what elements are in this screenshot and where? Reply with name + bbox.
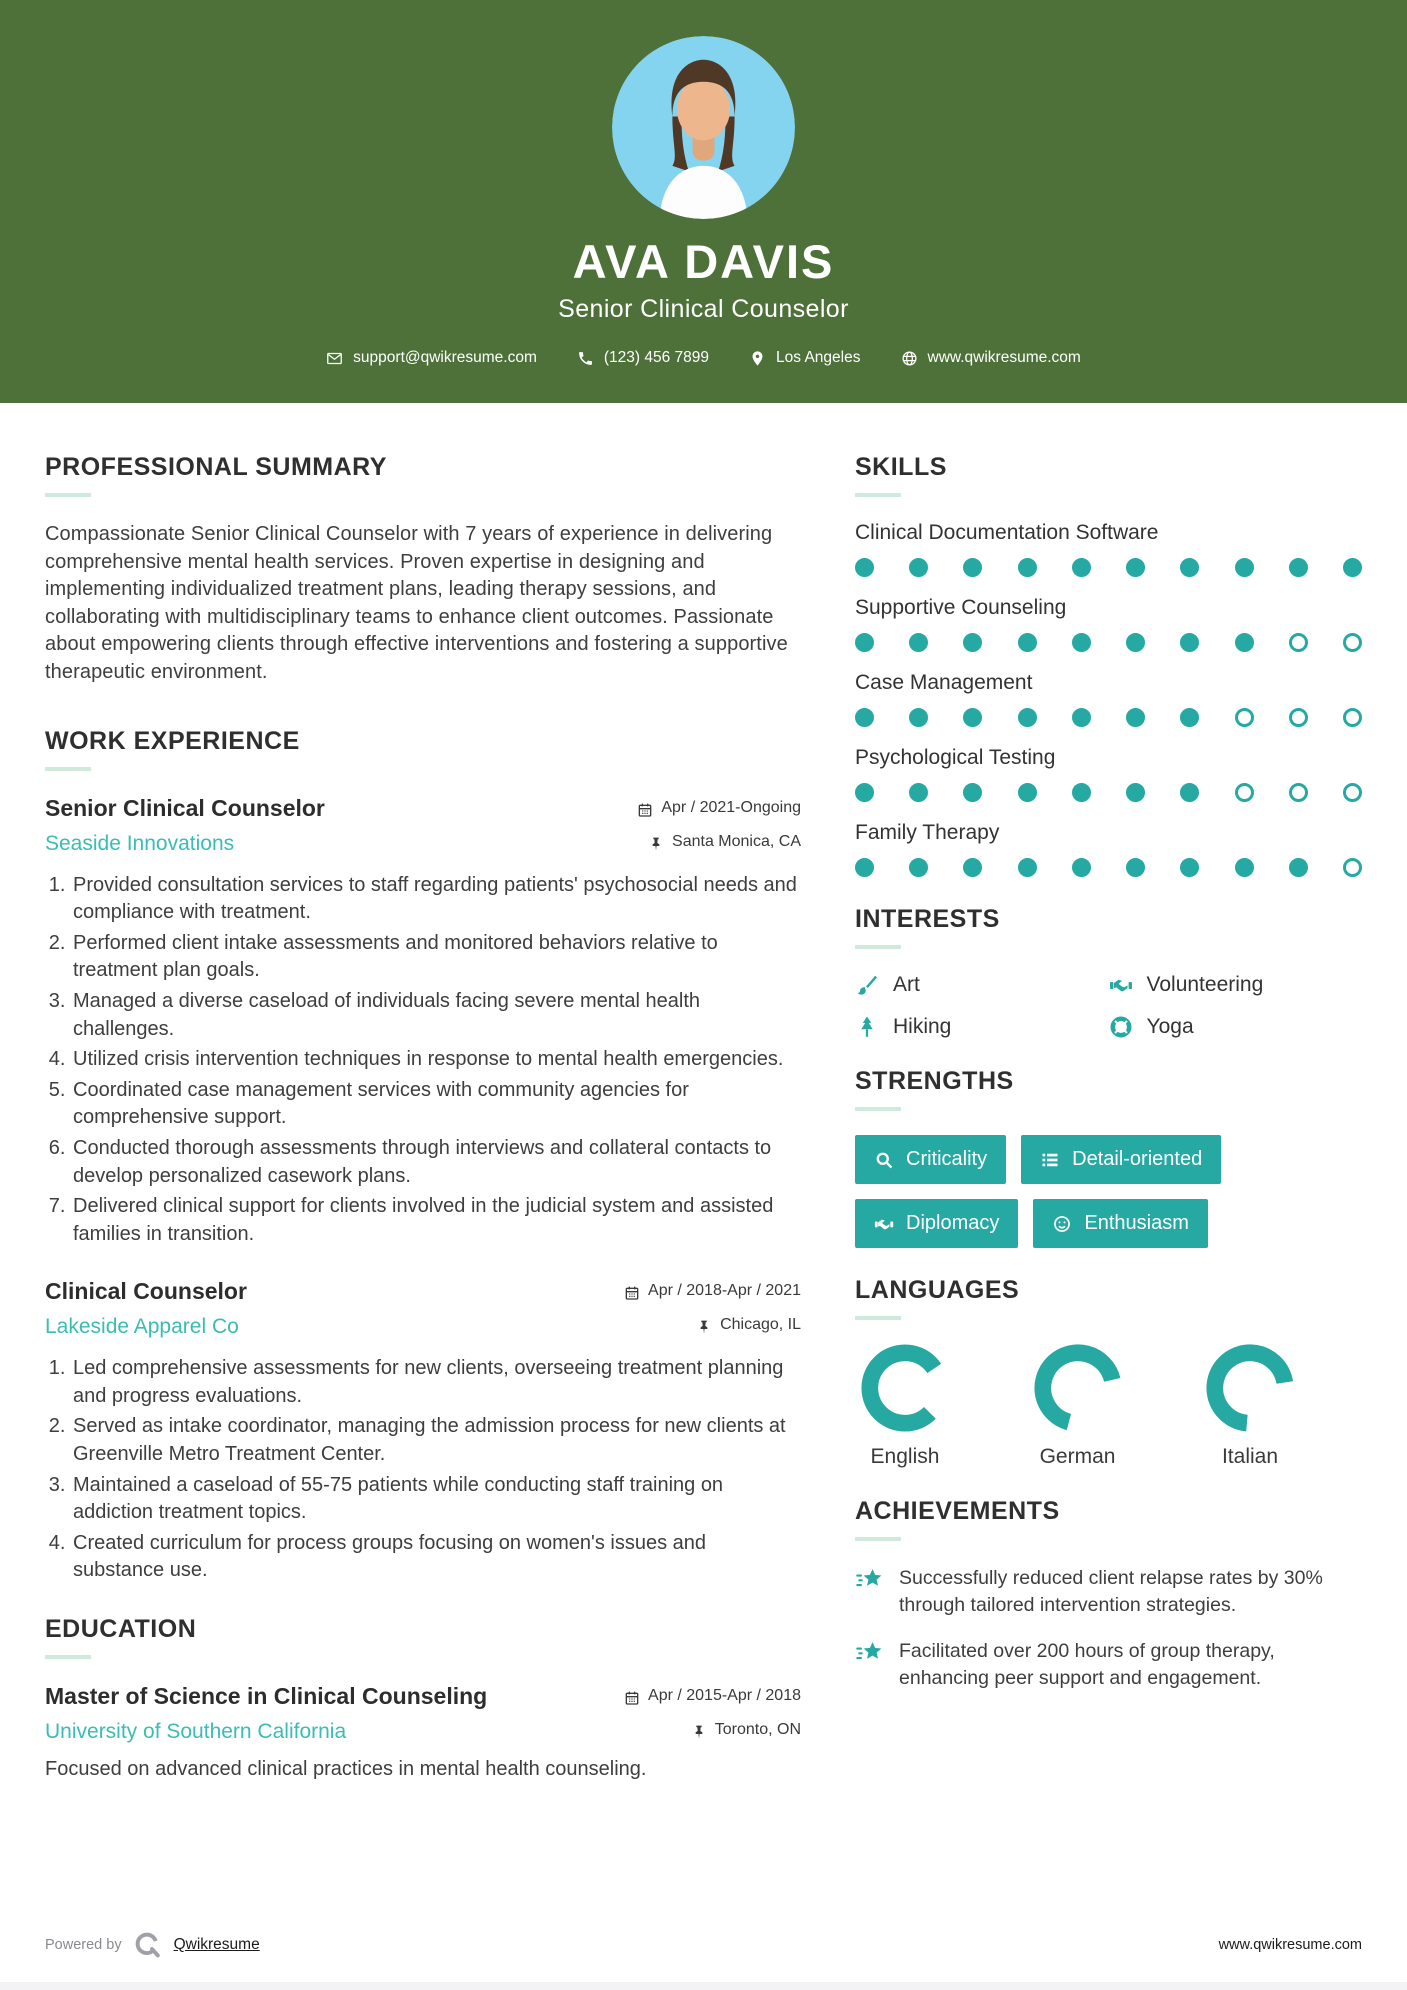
footer-site-url[interactable]: www.qwikresume.com (1218, 1937, 1362, 1953)
paintbrush-icon (855, 973, 879, 997)
rating-dot-empty (1289, 708, 1308, 727)
job-entry (45, 1278, 801, 1585)
language-gauge (1200, 1344, 1300, 1432)
bullet-item: 6. Conducted thorough assessments through interviews and collateral contacts to develop personalized casework plans. (71, 1135, 801, 1190)
rating-dot-filled (1018, 708, 1037, 727)
interest-item (1109, 973, 1363, 997)
languages-row (855, 1344, 1300, 1469)
section-work-experience (45, 727, 801, 1585)
skill-rating (855, 783, 1362, 802)
handshake-icon (1109, 973, 1133, 997)
header (0, 0, 1407, 403)
section-underline (855, 1537, 901, 1541)
phone-icon (577, 350, 594, 367)
section-achievements (855, 1497, 1362, 1691)
list-icon (1040, 1150, 1060, 1170)
strength-label: Diplomacy (906, 1212, 1000, 1234)
section-underline (855, 1316, 901, 1320)
job-date-text: Apr / 2021-Ongoing (661, 798, 801, 816)
job-location (696, 1316, 801, 1334)
education-location-text: Toronto, ON (714, 1721, 801, 1739)
rating-dot-filled (1343, 558, 1362, 577)
pushpin-icon (696, 1319, 712, 1335)
school-name: University of Southern California (45, 1720, 347, 1744)
skill-label: Case Management (855, 671, 1033, 694)
rating-dot-filled (855, 558, 874, 577)
rating-dot-empty (1343, 783, 1362, 802)
contact-location-text: Los Angeles (776, 349, 861, 366)
skill-item (855, 746, 1362, 802)
bullet-item: 2. Performed client intake assessments and monitored behaviors relative to treatment plan goals. (71, 930, 801, 985)
rating-dot-empty (1235, 783, 1254, 802)
bullet-item: 5. Coordinated case management services with community agencies for comprehensive support. (71, 1077, 801, 1132)
bullet-item: 2. Served as intake coordinator, managing the admission process for new clients at Greenville Metro Treatment Center. (71, 1413, 801, 1468)
job-date (637, 799, 801, 817)
bullet-item: 4. Utilized crisis intervention techniques in response to mental health emergencies. (71, 1046, 801, 1074)
calendar-icon (624, 1285, 640, 1301)
skill-item (855, 521, 1362, 577)
person-name: AVA DAVIS (572, 235, 835, 288)
rating-dot-filled (909, 558, 928, 577)
strength-chip (1021, 1135, 1221, 1184)
pushpin-icon (648, 836, 664, 852)
contact-phone (577, 349, 709, 367)
bullet-item: 3. Maintained a caseload of 55-75 patients while conducting staff training on addiction treatment topics. (71, 1472, 801, 1527)
profile-photo (612, 36, 795, 219)
rating-dot-empty (1343, 633, 1362, 652)
rating-dot-filled (855, 633, 874, 652)
pine-tree-icon (855, 1015, 879, 1039)
bullet-item: 4. Created curriculum for process groups focusing on women's issues and substance use. (71, 1530, 801, 1585)
rating-dot-filled (855, 783, 874, 802)
section-heading: WORK EXPERIENCE (45, 726, 300, 755)
shooting-star-icon (855, 1566, 885, 1596)
rating-dot-empty (1289, 783, 1308, 802)
skill-item (855, 671, 1362, 727)
rating-dot-filled (1072, 558, 1091, 577)
skill-item (855, 596, 1362, 652)
bullet-item: 1. Led comprehensive assessments for new clients, overseeing treatment planning and progress evaluations. (71, 1355, 801, 1410)
job-location (648, 833, 801, 851)
rating-dot-filled (1018, 633, 1037, 652)
rating-dot-filled (1018, 558, 1037, 577)
language-label: Italian (1221, 1445, 1279, 1468)
section-underline (45, 1655, 91, 1659)
pushpin-icon (691, 1724, 707, 1740)
strength-label: Enthusiasm (1084, 1212, 1189, 1234)
rating-dot-filled (1072, 783, 1091, 802)
qwikresume-link[interactable]: Qwikresume (173, 1936, 260, 1953)
contact-website-text: www.qwikresume.com (927, 349, 1081, 366)
envelope-icon (326, 350, 343, 367)
rating-dot-filled (1289, 858, 1308, 877)
contact-email[interactable] (326, 349, 537, 367)
contact-website[interactable] (901, 349, 1081, 367)
section-underline (855, 945, 901, 949)
section-heading: INTERESTS (855, 905, 1000, 933)
rating-dot-filled (963, 558, 982, 577)
person-job-title: Senior Clinical Counselor (558, 295, 849, 323)
smiley-icon (1052, 1214, 1072, 1234)
job-title: Senior Clinical Counselor (45, 794, 325, 821)
job-title: Clinical Counselor (45, 1278, 247, 1305)
interest-item (855, 973, 1109, 997)
calendar-icon (624, 1690, 640, 1706)
powered-by-text: Powered by (45, 1937, 122, 1953)
rating-dot-filled (1180, 783, 1199, 802)
strength-chip (1033, 1199, 1208, 1248)
achievement-text: Successfully reduced client relapse rates by 30% through tailored intervention strategies. (899, 1567, 1323, 1616)
section-heading: EDUCATION (45, 1615, 197, 1644)
shooting-star-icon (855, 1639, 885, 1669)
interests-grid (855, 973, 1362, 1039)
job-company: Seaside Innovations (45, 831, 235, 855)
job-location-text: Chicago, IL (720, 1316, 801, 1334)
language-gauge (1028, 1344, 1128, 1432)
rating-dot-filled (1072, 858, 1091, 877)
contact-phone-text: (123) 456 7899 (603, 349, 710, 366)
rating-dot-filled (1018, 783, 1037, 802)
job-date (624, 1282, 801, 1300)
rating-dot-filled (1235, 558, 1254, 577)
interest-label: Yoga (1146, 1015, 1194, 1038)
achievement-text: Facilitated over 200 hours of group therapy, enhancing peer support and engagement. (899, 1640, 1275, 1689)
section-heading: PROFESSIONAL SUMMARY (45, 453, 387, 481)
rating-dot-filled (1072, 633, 1091, 652)
skill-label: Psychological Testing (855, 746, 1056, 769)
job-bullets (45, 872, 801, 1249)
degree-title: Master of Science in Clinical Counseling (45, 1683, 488, 1710)
rating-dot-filled (1180, 558, 1199, 577)
interest-label: Art (893, 973, 920, 996)
left-column (45, 453, 801, 1930)
strength-label: Detail-oriented (1072, 1148, 1203, 1170)
bullet-item: 7. Delivered clinical support for clients involved in the judicial system and assisted families in transition. (71, 1193, 801, 1248)
rating-dot-filled (909, 708, 928, 727)
rating-dot-filled (1289, 558, 1308, 577)
interest-item (855, 1015, 1109, 1039)
job-location-text: Santa Monica, CA (672, 832, 801, 850)
globe-icon (901, 350, 918, 367)
section-languages (855, 1276, 1362, 1469)
job-date-text: Apr / 2018-Apr / 2021 (648, 1282, 801, 1300)
qwikresume-logo-icon (133, 1930, 163, 1960)
rating-dot-filled (1126, 633, 1145, 652)
section-education (45, 1615, 801, 1781)
handshake-icon (874, 1214, 894, 1234)
skill-label: Family Therapy (855, 821, 1000, 844)
language-item (855, 1344, 955, 1469)
section-skills (855, 453, 1362, 877)
rating-dot-filled (1072, 708, 1091, 727)
rating-dot-empty (1343, 708, 1362, 727)
skill-label: Clinical Documentation Software (855, 521, 1159, 544)
rating-dot-empty (1289, 633, 1308, 652)
job-company: Lakeside Apparel Co (45, 1315, 239, 1339)
bottom-strip (0, 1982, 1407, 1990)
skill-rating (855, 558, 1362, 577)
rating-dot-filled (1180, 633, 1199, 652)
rating-dot-filled (855, 708, 874, 727)
rating-dot-filled (963, 858, 982, 877)
strength-label: Criticality (906, 1148, 988, 1170)
education-date-text: Apr / 2015-Apr / 2018 (648, 1687, 801, 1705)
section-interests (855, 905, 1362, 1039)
strength-chip (855, 1199, 1018, 1248)
contact-location (749, 349, 860, 367)
magnifier-icon (874, 1150, 894, 1170)
skill-item (855, 821, 1362, 877)
section-heading: SKILLS (855, 453, 947, 481)
section-underline (45, 767, 91, 771)
rating-dot-filled (909, 858, 928, 877)
language-item (1200, 1344, 1300, 1469)
education-note: Focused on advanced clinical practices in mental health counseling. (45, 1758, 647, 1781)
achievement-item (855, 1638, 1362, 1691)
job-entry (45, 795, 801, 1249)
map-pin-icon (749, 350, 766, 367)
rating-dot-filled (1018, 858, 1037, 877)
rating-dot-filled (1126, 708, 1145, 727)
language-label: German (1039, 1445, 1116, 1468)
rating-dot-filled (1126, 558, 1145, 577)
avatar-illustration (612, 36, 795, 219)
skill-rating (855, 708, 1362, 727)
job-bullets (45, 1355, 801, 1585)
summary-text: Compassionate Senior Clinical Counselor with 7 years of experience in delivering comprehensive mental health services. Proven expertise in designing and implementing individualized treatment plans, leading therapy sessions, and collaborating with multidisciplinary teams to enhance client outcomes. Passionate about empowering clients through effective interventions and fostering a supportive therapeutic environment. (45, 523, 788, 683)
right-column (855, 453, 1362, 1930)
powered-by (45, 1930, 260, 1960)
section-heading: STRENGTHS (855, 1067, 1014, 1095)
rating-dot-filled (1180, 858, 1199, 877)
achievement-item (855, 1565, 1362, 1618)
skill-rating (855, 633, 1362, 652)
contact-email-text: support@qwikresume.com (353, 349, 537, 366)
rating-dot-filled (963, 783, 982, 802)
rating-dot-empty (1343, 858, 1362, 877)
interest-label: Volunteering (1146, 973, 1264, 996)
section-strengths (855, 1067, 1362, 1248)
education-date (624, 1687, 801, 1705)
bullet-item: 3. Managed a diverse caseload of individuals facing severe mental health challenges. (71, 988, 801, 1043)
footer (0, 1930, 1407, 1982)
rating-dot-filled (1126, 858, 1145, 877)
rating-dot-empty (1235, 708, 1254, 727)
section-underline (855, 1107, 901, 1111)
rating-dot-filled (963, 708, 982, 727)
strength-chips (855, 1135, 1362, 1248)
contact-bar (0, 349, 1407, 367)
calendar-icon (637, 802, 653, 818)
rating-dot-filled (963, 633, 982, 652)
section-underline (855, 493, 901, 497)
interest-label: Hiking (893, 1015, 952, 1038)
section-heading: ACHIEVEMENTS (855, 1497, 1060, 1525)
skill-label: Supportive Counseling (855, 596, 1067, 619)
rating-dot-filled (1180, 708, 1199, 727)
education-location (691, 1721, 801, 1739)
rating-dot-filled (1235, 633, 1254, 652)
rating-dot-filled (1126, 783, 1145, 802)
main-content (0, 403, 1407, 1930)
interest-item (1109, 1015, 1363, 1039)
rating-dot-filled (909, 633, 928, 652)
language-gauge (855, 1344, 955, 1432)
rating-dot-filled (909, 783, 928, 802)
rating-dot-filled (855, 858, 874, 877)
section-underline (45, 493, 91, 497)
language-label: English (870, 1445, 940, 1468)
language-item (1028, 1344, 1128, 1469)
lifebuoy-icon (1109, 1015, 1133, 1039)
strength-chip (855, 1135, 1006, 1184)
section-heading: LANGUAGES (855, 1276, 1020, 1304)
rating-dot-filled (1235, 858, 1254, 877)
section-professional-summary (45, 453, 801, 687)
skill-rating (855, 858, 1362, 877)
bullet-item: 1. Provided consultation services to staff regarding patients' psychosocial needs and compliance with treatment. (71, 872, 801, 927)
